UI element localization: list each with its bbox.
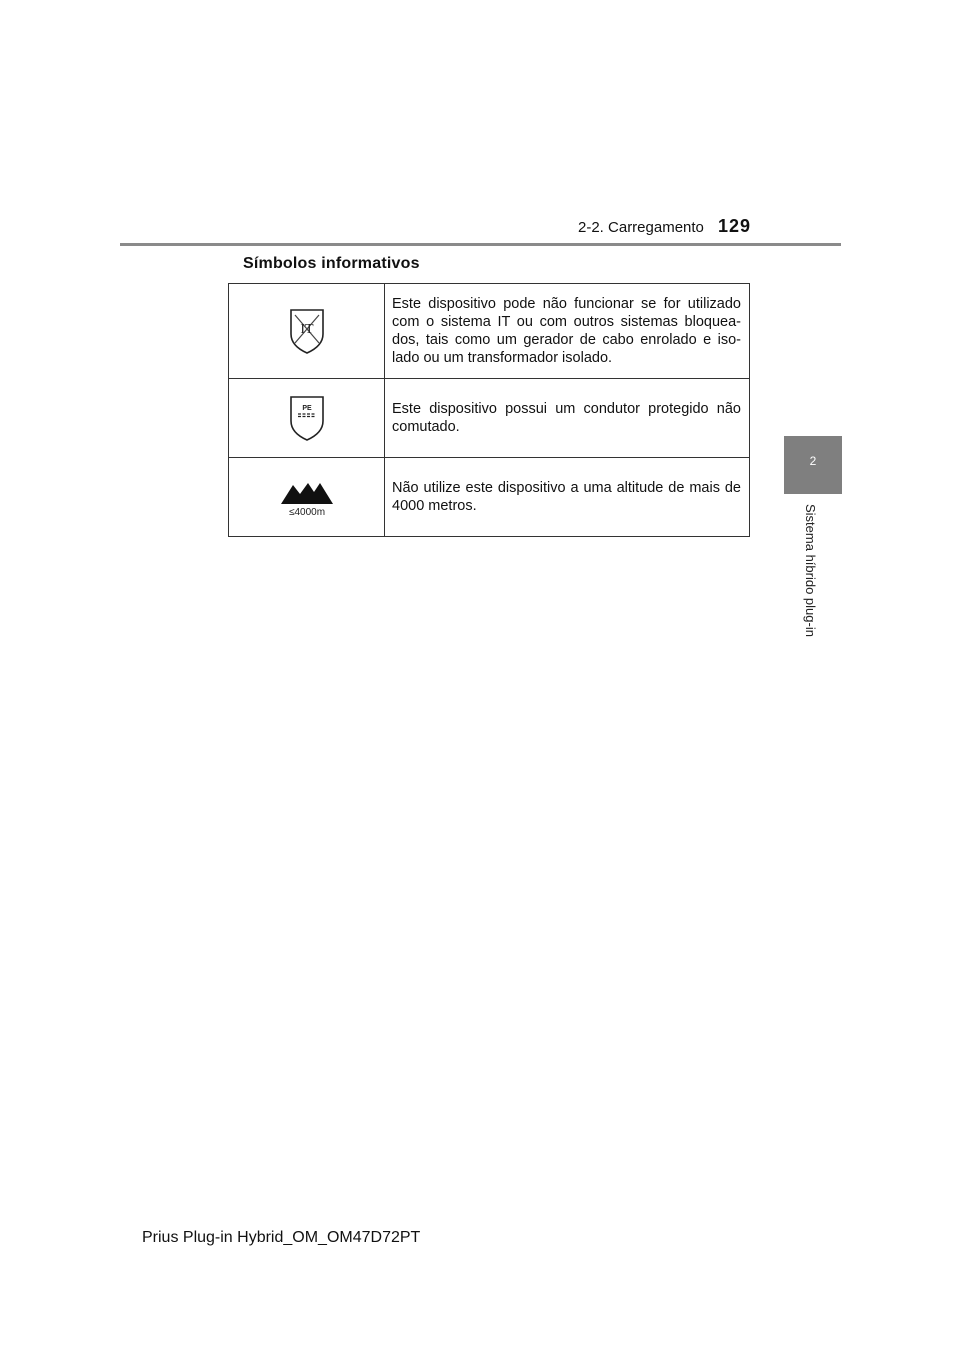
symbol-description: Não utilize este dispositivo a uma altitude de mais de 4000 metros. bbox=[385, 458, 750, 537]
header-section: 2-2. Carregamento bbox=[578, 219, 704, 236]
it-icon-text: IT bbox=[299, 322, 314, 337]
section-title: Símbolos informativos bbox=[243, 255, 420, 272]
pe-icon-text: PE bbox=[301, 405, 312, 412]
page-number: 129 bbox=[718, 216, 752, 236]
chapter-tab bbox=[784, 436, 842, 494]
symbol-cell bbox=[229, 379, 385, 458]
chapter-title: Sistema híbrido plug-in bbox=[803, 504, 818, 637]
protective-earth-icon bbox=[289, 394, 325, 442]
it-system-crossed-icon bbox=[289, 307, 325, 355]
table-row bbox=[229, 284, 750, 379]
symbol-description: Este dispositivo pode não funcionar se for utilizado com o sistema IT ou com outros sistemas bloquea-dos, tais como um gerador de cabo enrolado e iso-lado ou um transformador isolado. bbox=[385, 284, 750, 379]
symbol-cell bbox=[229, 458, 385, 537]
altitude-icon-text: ≤4000m bbox=[288, 507, 325, 518]
symbol-description: Este dispositivo possui um condutor protegido não comutado. bbox=[385, 379, 750, 458]
chapter-number: 2 bbox=[809, 454, 817, 468]
header-rule bbox=[120, 243, 841, 246]
table-row bbox=[229, 379, 750, 458]
symbol-cell bbox=[229, 284, 385, 379]
chapter-side-rail bbox=[784, 494, 842, 702]
symbols-table bbox=[228, 283, 750, 537]
footer-document-id: Prius Plug-in Hybrid_OM_OM47D72PT bbox=[142, 1229, 421, 1246]
table-row bbox=[229, 458, 750, 537]
mountain-altitude-icon bbox=[278, 476, 336, 518]
